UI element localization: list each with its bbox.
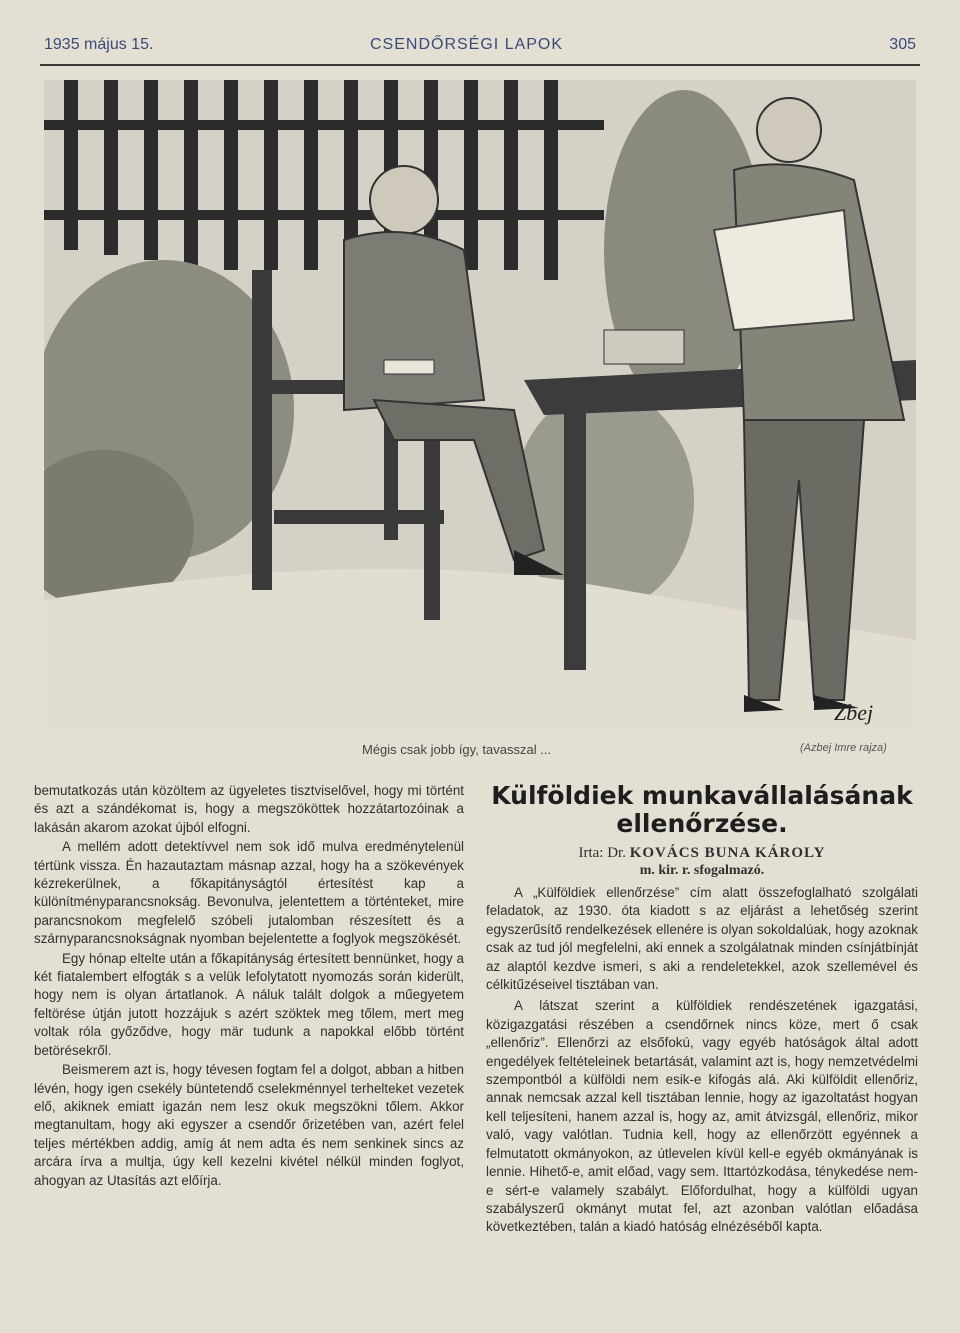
paragraph: Beismerem azt is, hogy tévesen fogtam fel a dolgot, abban a hitben lévén, hogy igen csekély büntetendő cselekménnyel terhelteket vezetek elő, akiknek emiatt igazán nem lesz okuk megszökni tőlem. Akkor megtanultam, hogy aki egyszer a csendőr őrizetében van, azért felel teljes mértékben addig, amíg át nem adta és nem senkinek sincs az arcára írva a multja, úgy kell kezelni kivétel nélkül minden foglyot, ahogyan az Utasítás azt előírja. [34,1062,464,1188]
page-number: 305 [889,36,916,53]
illustration [44,80,916,730]
author-name: KOVÁCS BUNA KÁROLY [629,845,826,861]
paragraph: A mellém adott detektívvel nem sok idő mulva eredménytelenül tértünk vissza. Én hazautaztam másnap azzal, hogy ha a szökevények kézrekerülnek, a főkapitányságtól értesítést kap a különítményparancsnokság. Bevonulva, jelentettem a történteket, mire parancsnokom megfelelő szóbeli jutalomban részesített és a szárnyparancsnokságnak nyomban bejelentette a foglyok megszökését. [34,839,464,947]
figure-credit: (Azbej Imre rajza) [800,742,887,754]
paragraph: Egy hónap eltelte után a főkapitányság értesített bennünket, hogy a két fiatalembert elfogták s a velük lefolytatott nyomozás során kiderült, hogy nem is olyan ártatlanok. A náluk talált dolgok a műegyetem feltörése útján jutott hozzájuk s azért szöktek meg tőlem, mert meg voltak róla győződve, hogy mär tudunk a napokkal előbb történt betörésekről. [34,950,464,1058]
issue-date: 1935 május 15. [44,36,154,53]
author-role: m. kir. r. sfogalmazó. [639,863,765,878]
left-column [34,782,464,1191]
illustration-drawing [44,80,916,730]
page-header [40,30,920,66]
right-column [486,782,918,1240]
article-title: Külföldiek munkavállalásának ellenőrzése. [491,781,913,838]
publication-title: CSENDŐRSÉGI LAPOK [370,36,564,53]
paragraph: A „Külföldiek ellenőrzése” cím alatt összefoglalható szolgálati feladatok, az 1930. óta kiadott s az eljárást a lehetőség szerint egyszerűsítő rendelkezések ellenére is olyan sokoldalúak, hogy azoknak csak az tud jól megfelelni, aki ennek a szolgálatnak minden csínjátbínját az alaptól kezdve ismeri, s aki a rendeletekkel, azok szellemével és célkitűzéseivel tisztában van. [486,885,918,993]
figure-caption: Mégis csak jobb így, tavasszal ... [362,742,552,757]
artist-signature: Zbej [834,700,874,725]
byline [486,844,918,862]
paragraph: bemutatkozás után közöltem az ügyeletes tisztviselővel, hogy mi történt és azt a szándékomat is, hogy a megszököttek hozzátartozóinak a lakásán akarom azokat újból elfogni. [34,783,464,835]
byline-prefix: Irta: Dr. [578,845,626,861]
paragraph: A látszat szerint a külföldiek rendészetének igazgatási, közigazgatási részében a csendőrnek nincs köze, mert ő csak „ellenőriz”. Ellenőrzi az elsőfokú, vagy egyéb hatóságok által adott engedélyek feltételeinek betartását, valamint azt is, hogy nemzetvédelmi szempontból a külföldi nem esik-e kifogás alá. Aki külföldit ellenőriz, annak nemcsak azzal kell tisztában lennie, hogy az igazoltatást hogyan kell teljesíteni, hanem azzal is, hogy az, amit átvizsgál, ellenőriz, mikor való, vagy valótlan. Tudnia kell, hogy az ellenőrzött egyénnek a felmutatott okmányokon, az útlevelen kívül kell-e egyéb okmányának is lennie. Hihető-e, amit előad, vagy sem. Ittartózkodása, ténykedése nem-e sért-e valamely szabályt. Előfordulhat, hogy a külföldi ugyan szabályszerű okmányt mutat fel, azt azonban valótlan előadása következtében, talán a kiadó hatóság elnézéséből kapta. [486,998,918,1235]
